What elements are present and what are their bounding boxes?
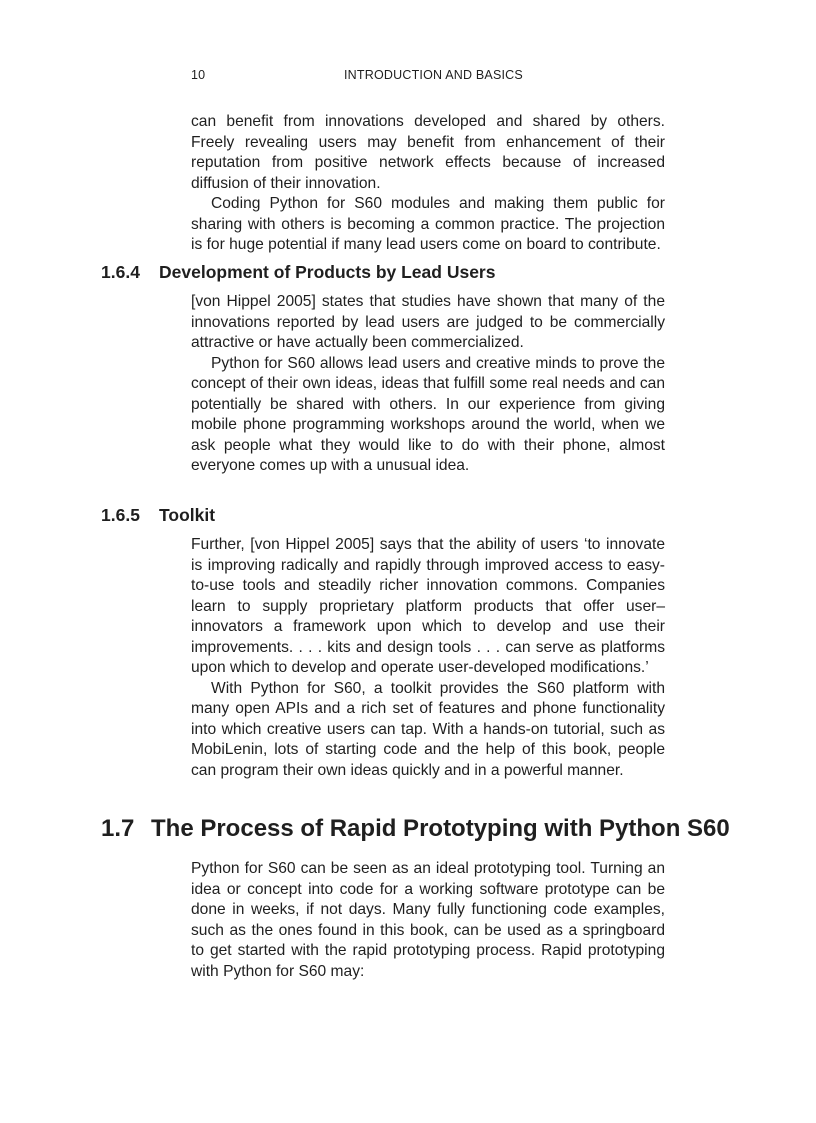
subsection-number: 1.6.4 (101, 262, 140, 282)
intro-paragraph-2: Coding Python for S60 modules and making them public for sharing with others is becoming a common practice. The projection is for huge potential if many lead users come on board to contribute. (191, 195, 665, 253)
running-title: INTRODUCTION AND BASICS (344, 68, 523, 82)
section-1-6-4-paragraph-1: [von Hippel 2005] states that studies have shown that many of the innovations reported by lead users are judged to be commercially attractive or have actually been commercialized. (191, 293, 665, 351)
subsection-title: Development of Products by Lead Users (159, 262, 496, 282)
intro-paragraph-1: can benefit from innovations developed and shared by others. Freely revealing users may benefit from enhancement of their reputation from positive network effects because of increased diffusion of their innovation. (191, 113, 665, 192)
subsection-heading-1-6-4 (101, 261, 495, 283)
section-heading-1-7 (101, 814, 730, 844)
section-1-7-text (191, 859, 665, 982)
section-1-6-4-paragraph-2: Python for S60 allows lead users and creative minds to prove the concept of their own ideas, ideas that fulfill some real needs and can potentially be shared with others. In our experience from giving mobile phone programming workshops around the world, when we ask people what they would like to do with their phone, almost everyone comes up with a unusual idea. (191, 354, 665, 474)
section-title: The Process of Rapid Prototyping with Python S60 (151, 815, 730, 842)
section-1-6-5-text (191, 535, 665, 781)
section-number: 1.7 (101, 815, 135, 842)
subsection-heading-1-6-5 (101, 504, 215, 526)
subsection-number: 1.6.5 (101, 505, 140, 525)
section-1-6-5-paragraph-2: With Python for S60, a toolkit provides the S60 platform with many open APIs and a rich set of features and phone functionality into which creative users can tap. With a hands-on tutorial, such as MobiLenin, lots of starting code and the help of this book, people can program their own ideas quickly and in a powerful manner. (191, 679, 665, 779)
section-1-7-paragraph-1: Python for S60 can be seen as an ideal prototyping tool. Turning an idea or concept into code for a working software prototype can be done in weeks, if not days. Many fully functioning code examples, such as the ones found in this book, can be used as a springboard to get started with the rapid prototyping process. Rapid prototyping with Python for S60 may: (191, 860, 665, 980)
page-number: 10 (191, 68, 206, 82)
subsection-title: Toolkit (159, 505, 216, 525)
section-1-6-4-text (191, 292, 665, 477)
intro-text (191, 112, 665, 256)
running-header (191, 68, 665, 86)
section-1-6-5-paragraph-1: Further, [von Hippel 2005] says that the ability of users ‘to innovate is improving radically and rapidly through improved access to easy-to-use tools and steadily richer innovation commons. Companies learn to supply proprietary platform products that offer user–innovators a framework upon which to develop and use their improvements. . . . kits and design tools . . . can serve as platforms upon which to develop and operate user-developed modifications.’ (191, 536, 665, 676)
